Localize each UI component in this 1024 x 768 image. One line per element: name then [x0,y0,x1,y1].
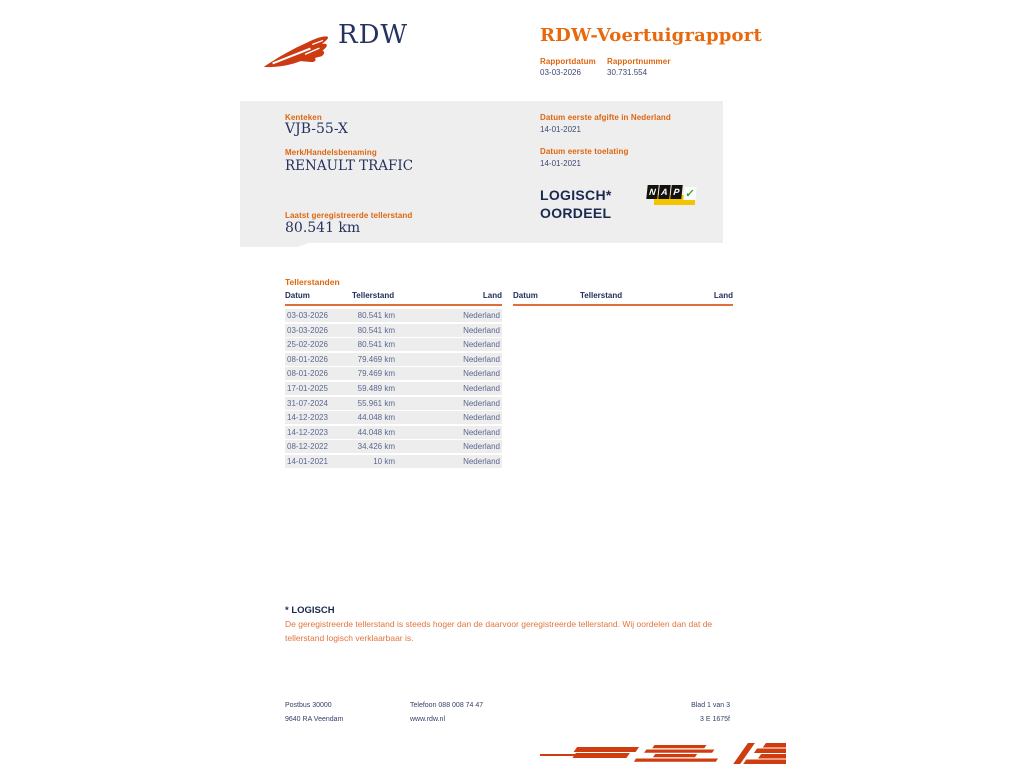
eerste-afgifte-label: Datum eerste afgifte in Nederland [540,113,671,122]
cell-datum: 17-01-2025 [287,383,328,393]
footnote-heading: * LOGISCH [285,605,335,616]
cell-tellerstand: 79.469 km [357,369,395,379]
rdw-wing-logo-icon [260,26,332,72]
laatste-tellerstand-value: 80.541 km [285,220,361,236]
rdw-logo-text: RDW [338,20,409,50]
footnote-text [285,617,715,645]
cell-tellerstand: 55.961 km [357,398,395,408]
cell-land: Nederland [463,325,500,335]
eerste-toelating-value: 14-01-2021 [540,159,581,168]
cell-tellerstand: 34.426 km [357,442,395,452]
footer-form-code: 3 E 1675f [700,716,730,723]
footer-address-line2: 9640 RA Veendam [285,716,344,723]
cell-land: Nederland [463,383,500,393]
eerste-toelating-label: Datum eerste toelating [540,147,629,156]
rdw-stripes-graphic [540,740,786,768]
cell-land: Nederland [463,456,500,466]
nap-letter-n: N [646,185,658,199]
cell-land: Nederland [463,398,500,408]
table-row [285,411,502,424]
cell-land: Nederland [463,354,500,364]
table-row [285,353,502,366]
cell-tellerstand: 80.541 km [357,340,395,350]
tellerstanden-table-left [285,291,502,470]
cell-datum: 14-01-2021 [287,456,328,466]
tellerstanden-table-right [513,291,733,306]
cell-datum: 14-12-2023 [287,413,328,423]
nap-check-icon: ✓ [684,188,696,200]
table-body [285,309,502,468]
oordeel-line2: OORDEEL [540,205,612,221]
footer-contact [410,699,483,727]
cell-tellerstand: 10 km [373,456,395,466]
cell-tellerstand: 44.048 km [357,427,395,437]
cell-datum: 31-07-2024 [287,398,328,408]
col-header-datum: Datum [513,291,538,300]
cell-datum: 08-01-2026 [287,354,328,364]
cell-tellerstand: 44.048 km [357,413,395,423]
cell-land: Nederland [463,442,500,452]
table-row [285,309,502,322]
cell-tellerstand: 79.469 km [357,354,395,364]
col-header-tellerstand: Tellerstand [352,291,395,300]
report-number-label: Rapportnummer [607,57,671,66]
footnote-line1: De geregistreerde tellerstand is steeds hoger dan de daarvoor geregistreerde tellerstand. Wij oordelen dan dat de [285,619,713,629]
kenteken-value: VJB-55-X [285,121,349,137]
table-row [285,440,502,453]
laatste-tellerstand-label: Laatst geregistreerde tellerstand [285,211,413,220]
table-row [285,382,502,395]
cell-datum: 08-12-2022 [287,442,328,452]
cell-land: Nederland [463,369,500,379]
cell-datum: 14-12-2023 [287,427,328,437]
report-date-label: Rapportdatum [540,57,596,66]
merk-label: Merk/Handelsbenaming [285,148,377,157]
footnote-line2: tellerstand logisch verklaarbaar is. [285,633,414,643]
document-title: RDW-Voertuigrapport [540,25,762,46]
report-date-value: 03-03-2026 [540,68,581,77]
footer-page-info [630,699,730,727]
col-header-tellerstand: Tellerstand [580,291,623,300]
nap-letter-p: P [670,185,682,199]
nap-letter-a: A [658,185,670,199]
footer-phone: Telefoon 088 008 74 47 [410,702,484,709]
oordeel-line1: LOGISCH* [540,187,612,203]
cell-tellerstand: 80.541 km [357,311,395,320]
footer-page-indicator: Blad 1 van 3 [691,702,730,709]
cell-land: Nederland [463,427,500,437]
cell-tellerstand: 80.541 km [357,325,395,335]
cell-land: Nederland [463,340,500,350]
cell-datum: 03-03-2026 [287,311,328,320]
oordeel-text [540,186,612,222]
cell-datum: 08-01-2026 [287,369,328,379]
table-row [285,338,502,351]
cell-tellerstand: 59.489 km [357,383,395,393]
cell-datum: 03-03-2026 [287,325,328,335]
table-header-row [285,291,502,306]
table-row [285,367,502,380]
table-row [285,426,502,439]
col-header-datum: Datum [285,291,310,300]
footer-address-line1: Postbus 30000 [285,702,332,709]
kenteken-label: Kenteken [285,113,322,122]
table-header-row [513,291,733,306]
cell-datum: 25-02-2026 [287,340,328,350]
footer-website-link[interactable]: www.rdw.nl [410,716,446,723]
col-header-land: Land [713,291,733,300]
table-row [285,455,502,468]
merk-value: RENAULT TRAFIC [285,158,414,174]
col-header-land: Land [482,291,502,300]
table-row [285,324,502,337]
nap-logo [647,185,697,211]
cell-land: Nederland [463,311,500,320]
table-row [285,397,502,410]
eerste-afgifte-value: 14-01-2021 [540,125,581,134]
tellerstanden-heading: Tellerstanden [285,277,340,287]
report-number-value: 30.731.554 [607,68,648,77]
cell-land: Nederland [463,413,500,423]
footer-address [285,699,343,727]
